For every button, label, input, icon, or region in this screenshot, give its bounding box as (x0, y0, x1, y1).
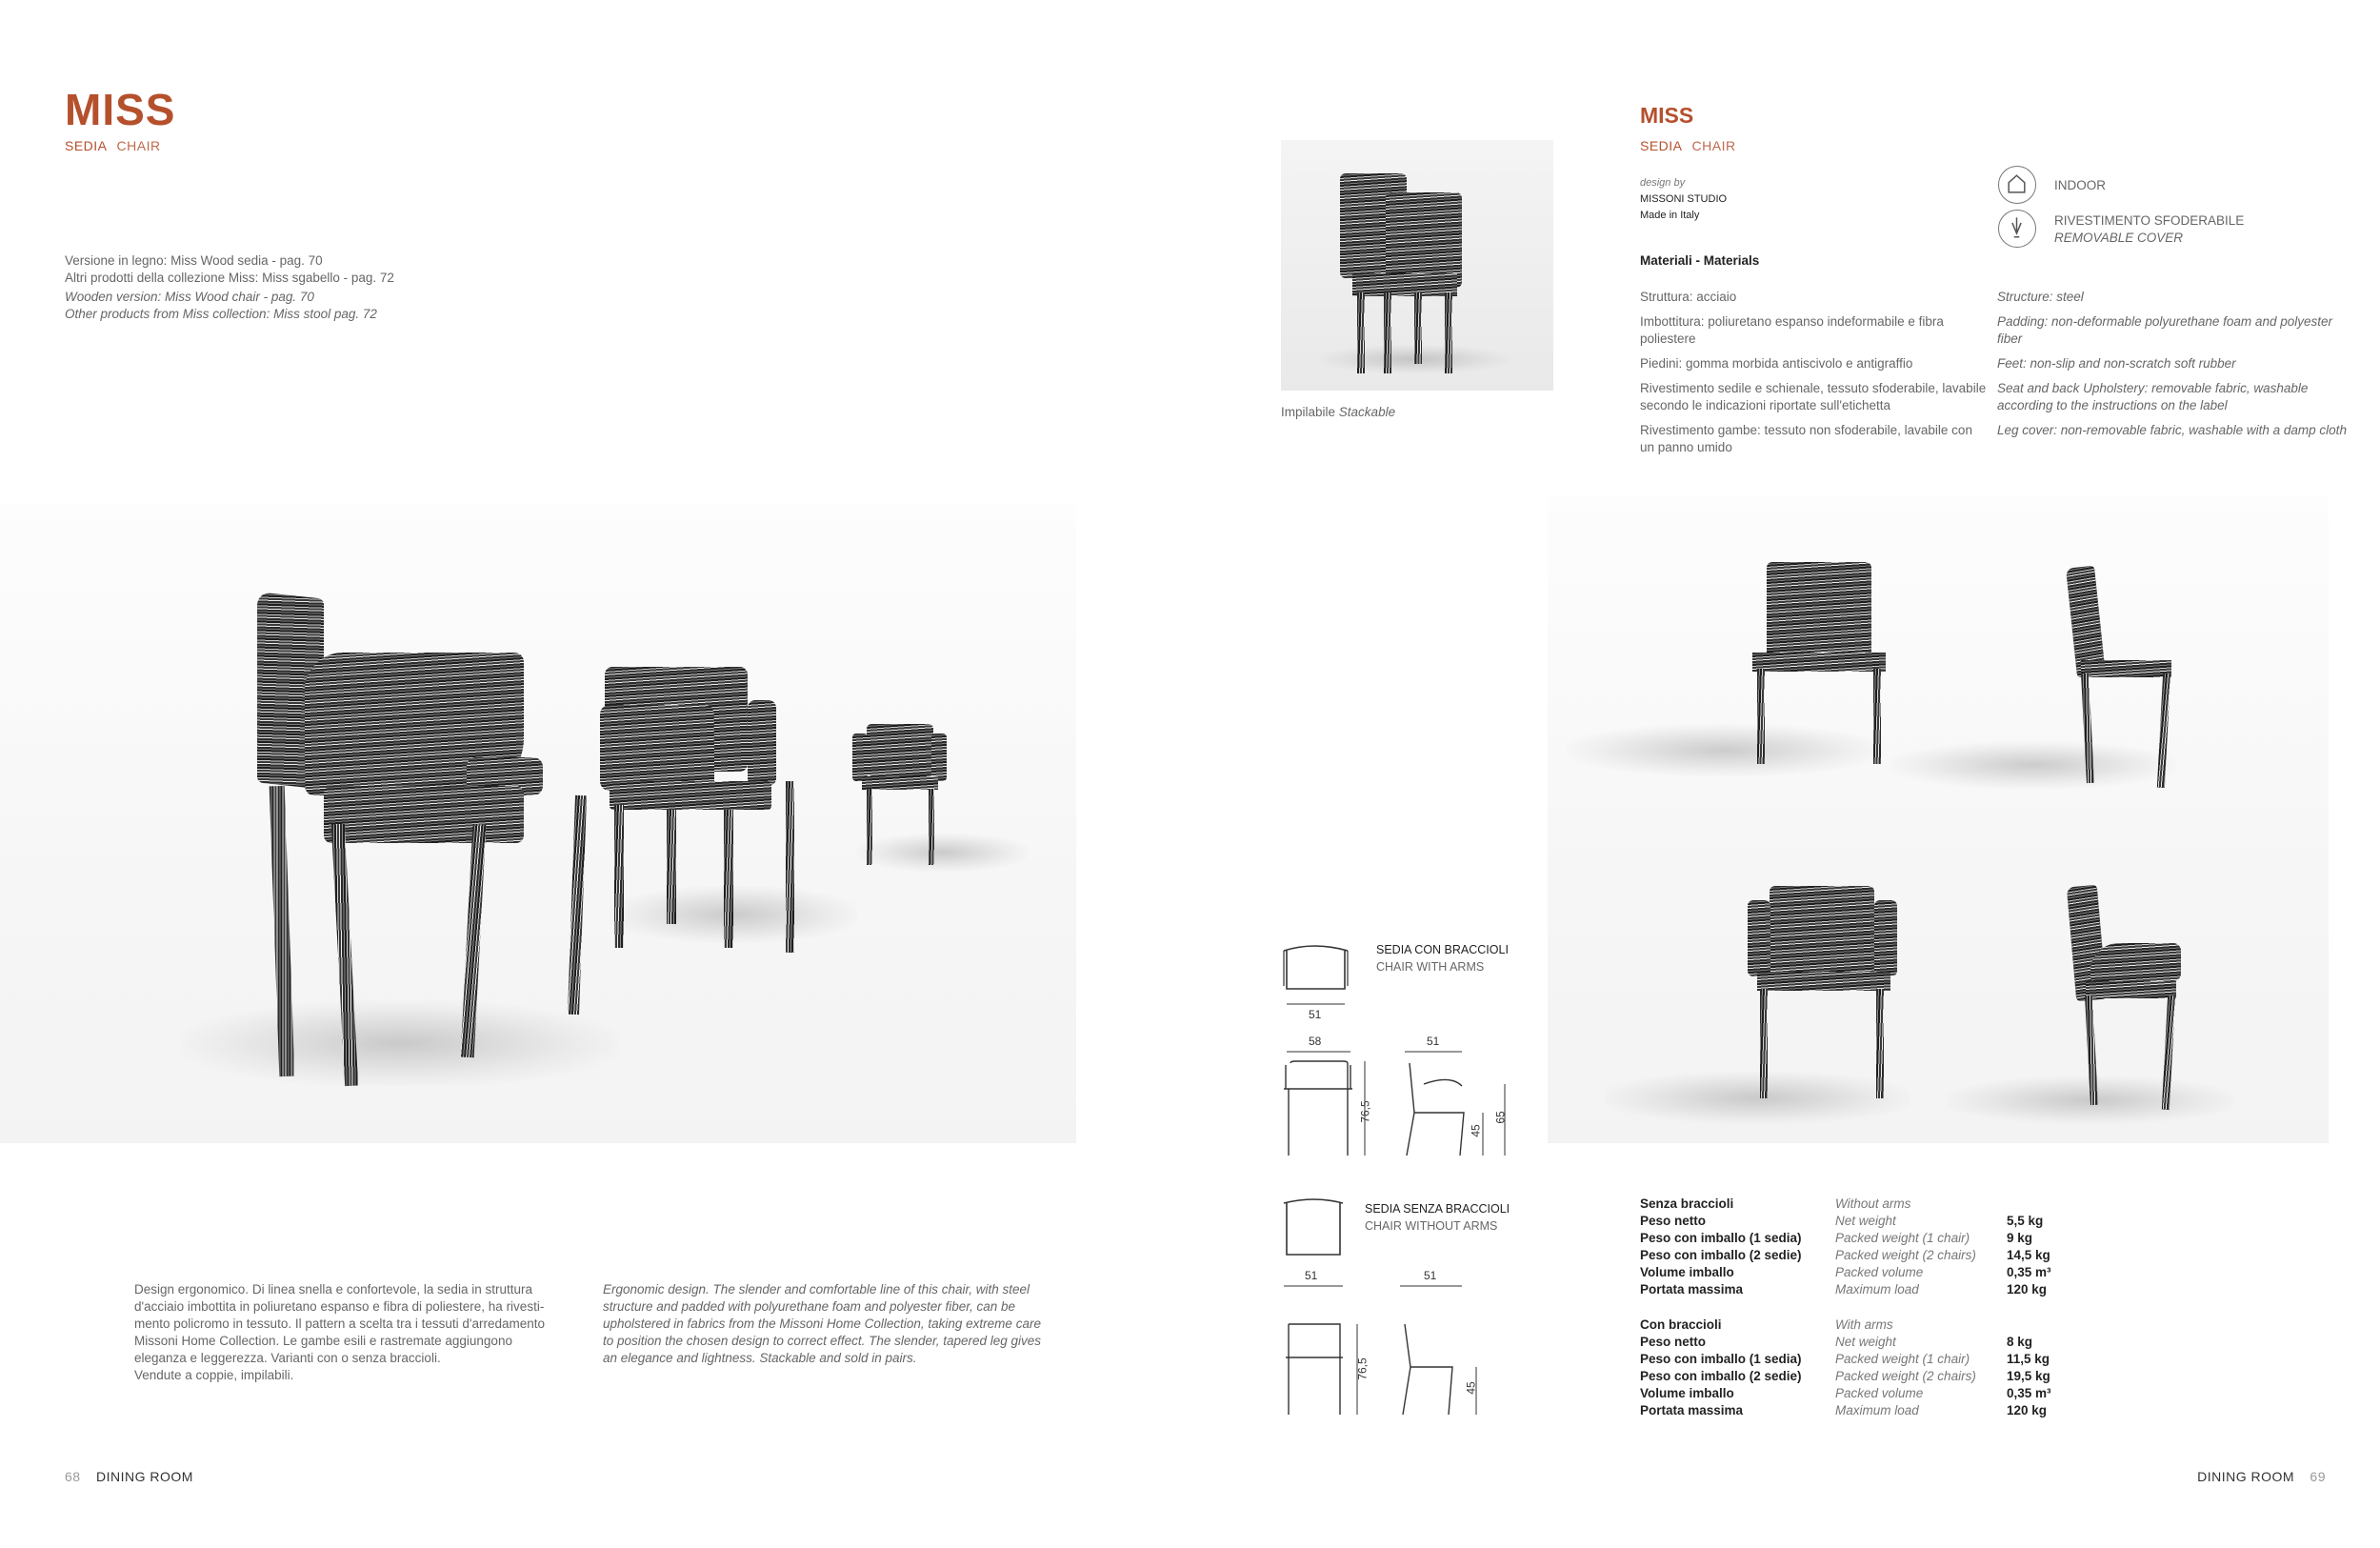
description-line: Vendute a coppie, impilabili. (134, 1368, 294, 1382)
page-title-left: MISS (65, 85, 176, 134)
section-label: DINING ROOM (95, 1469, 193, 1484)
spec-label-en: Net weight (1835, 1335, 1896, 1349)
description-line: to position the chosen design to correct effect. The slender, tapered leg gives (603, 1334, 1042, 1348)
material-en: Padding: non-deformable polyurethane foam and polyester fiber (1997, 314, 2332, 346)
chair-side-arms-image (2067, 886, 2181, 1115)
spec-row (1640, 1264, 2307, 1281)
spec-label: Peso netto (1640, 1214, 1707, 1228)
spec-label: Volume imballo (1640, 1265, 1734, 1279)
material-row (1640, 380, 2364, 414)
chair-leg (1445, 292, 1452, 373)
spec-row (1640, 1385, 2307, 1402)
chair-front-noarms-image (1752, 562, 1886, 772)
description-line: Ergonomic design. The slender and comfortable line of this chair, with steel (603, 1282, 1030, 1297)
page-number: 69 (2310, 1469, 2326, 1484)
description-line: Design ergonomico. Di linea snella e confortevole, la sedia in struttura (134, 1282, 532, 1297)
spec-label-en: Maximum load (1835, 1403, 1919, 1417)
chair-leg (1357, 292, 1365, 373)
material-en: Structure: steel (1997, 290, 2084, 304)
subtitle-en: CHAIR (1691, 138, 1736, 153)
designer-block (1640, 175, 1727, 224)
subtitle-right (1640, 138, 1736, 153)
spec-row (1640, 1281, 2307, 1298)
spec-value: 0,35 m³ (2007, 1386, 2051, 1400)
spec-label: Peso netto (1640, 1335, 1707, 1349)
spec-row (1640, 1230, 2307, 1247)
house-icon (1998, 166, 2036, 204)
material-en: Seat and back Upholstery: removable fabric, washable according to the instructions on the label (1997, 381, 2309, 412)
spec-label: Peso con imballo (2 sedie) (1640, 1369, 1802, 1383)
variant-label-it: SEDIA SENZA BRACCIOLI (1365, 1202, 1510, 1216)
page-number: 68 (65, 1469, 81, 1484)
chair-leg (1414, 292, 1422, 364)
spec-label-en: Packed weight (2 chairs) (1835, 1248, 1976, 1262)
spec-value: 9 kg (2007, 1231, 2033, 1245)
spec-row (1640, 1402, 2307, 1419)
spec-row (1640, 1196, 2307, 1213)
material-it: Struttura: acciaio (1640, 290, 1737, 304)
spec-label-en: Packed volume (1835, 1265, 1924, 1279)
reference-line-en: Other products from Miss collection: Miss stool pag. 72 (65, 307, 377, 321)
reference-notes (65, 252, 636, 323)
design-by-label: design by (1640, 177, 1686, 189)
subtitle-en: CHAIR (116, 138, 161, 153)
dim-top-width: 51 (1305, 1269, 1318, 1282)
reference-line: Altri prodotti della collezione Miss: Miss sgabello - pag. 72 (65, 271, 394, 285)
subtitle-it: SEDIA (65, 138, 108, 153)
spec-label-en: Packed weight (2 chairs) (1835, 1369, 1976, 1383)
chair-side-noarms-image (2067, 567, 2171, 795)
material-en: Leg cover: non-removable fabric, washable with a damp cloth (1997, 423, 2347, 437)
stacked-chair-seat (1352, 273, 1457, 296)
designer-name: MISSONI STUDIO (1640, 193, 1728, 205)
spec-label: Volume imballo (1640, 1386, 1734, 1400)
spec-row (1640, 1351, 2307, 1368)
subtitle-it: SEDIA (1640, 138, 1683, 153)
spec-value: 120 kg (2007, 1282, 2048, 1297)
material-row (1640, 289, 2364, 306)
description-line: d'acciaio imbottita in poliuretano espanso e fibra di poliestere, ha rivesti- (134, 1299, 545, 1314)
icon-label-it: RIVESTIMENTO SFODERABILE (2054, 213, 2245, 228)
spec-label: Peso con imballo (1 sedia) (1640, 1352, 1802, 1366)
spec-label: Con braccioli (1640, 1317, 1722, 1332)
removable-cover-icon (1998, 210, 2036, 248)
spec-row (1640, 1368, 2307, 1385)
spec-row (1640, 1317, 2307, 1334)
spec-label-en: Maximum load (1835, 1282, 1919, 1297)
spec-label-en: Packed weight (1 chair) (1835, 1231, 1970, 1245)
spec-value: 19,5 kg (2007, 1369, 2050, 1383)
variant-label-en: CHAIR WITHOUT ARMS (1365, 1219, 1498, 1233)
material-it: Piedini: gomma morbida antiscivolo e antigraffio (1640, 356, 1913, 371)
material-it: Rivestimento gambe: tessuto non sfoderabile, lavabile con un panno umido (1640, 423, 1972, 454)
spec-row (1640, 1334, 2307, 1351)
spec-label-en: With arms (1835, 1317, 1893, 1332)
reference-line: Versione in legno: Miss Wood sedia - pag. 70 (65, 253, 323, 268)
variant-label-it: SEDIA CON BRACCIOLI (1376, 943, 1509, 956)
spec-row (1640, 1213, 2307, 1230)
spec-value: 5,5 kg (2007, 1214, 2044, 1228)
spec-value: 0,35 m³ (2007, 1265, 2051, 1279)
material-en: Feet: non-slip and non-scratch soft rubber (1997, 356, 2236, 371)
chair-leg (1384, 292, 1391, 373)
variant-noarms-label (1365, 1200, 1510, 1235)
material-it: Imbottitura: poliuretano espanso indeformabile e fibra poliestere (1640, 314, 1944, 346)
stackable-photo (1281, 140, 1553, 391)
description-it (134, 1281, 582, 1384)
spec-label-en: Net weight (1835, 1214, 1896, 1228)
spec-label-en: Without arms (1835, 1196, 1911, 1211)
material-row (1640, 355, 2364, 372)
spec-value: 8 kg (2007, 1335, 2033, 1349)
variant-arms-label (1376, 941, 1509, 975)
stackable-caption (1281, 404, 1395, 421)
spec-label: Portata massima (1640, 1282, 1744, 1297)
materials-table (1640, 289, 2364, 464)
dim-seat-height: 45 (1464, 1381, 1478, 1395)
spec-label: Peso con imballo (2 sedie) (1640, 1248, 1802, 1262)
dim-side-depth: 51 (1427, 1035, 1440, 1048)
spec-value: 14,5 kg (2007, 1248, 2050, 1262)
chair-front-arms-image (1743, 886, 1900, 1105)
spec-label: Senza braccioli (1640, 1196, 1734, 1211)
dim-height: 76,5 (1358, 1100, 1372, 1123)
material-row (1640, 313, 2364, 348)
spec-label: Portata massima (1640, 1403, 1744, 1417)
material-row (1640, 422, 2364, 456)
description-line: mento policromo in tessuto. Il pattern a scelta tra i tessuti d'arredamento (134, 1317, 546, 1331)
product-photos (1548, 495, 2329, 1143)
caption-it: Impilabile (1281, 405, 1336, 419)
dim-front-width: 58 (1309, 1035, 1322, 1048)
spec-label-en: Packed weight (1 chair) (1835, 1352, 1970, 1366)
spec-table-with-arms (1640, 1317, 2307, 1419)
variant-label-en: CHAIR WITH ARMS (1376, 960, 1485, 974)
chair-medium-image (590, 667, 810, 972)
dim-arm-height: 65 (1493, 1111, 1508, 1124)
footer-right (2197, 1469, 2326, 1484)
section-label: DINING ROOM (2197, 1469, 2295, 1484)
icon-label-en: REMOVABLE COVER (2054, 231, 2184, 245)
description-line: eleganza e leggerezza. Varianti con o senza braccioli. (134, 1351, 441, 1365)
chair-large-image (248, 595, 590, 1091)
dim-seat-height: 45 (1469, 1124, 1483, 1137)
spec-table-without-arms (1640, 1196, 2307, 1298)
materials-heading: Materiali - Materials (1640, 253, 1760, 268)
spec-label-en: Packed volume (1835, 1386, 1924, 1400)
material-it: Rivestimento sedile e schienale, tessuto sfoderabile, lavabile secondo le indicazioni riportate sull'etichetta (1640, 381, 1987, 412)
spec-value: 120 kg (2007, 1403, 2048, 1417)
made-in: Made in Italy (1640, 210, 1700, 221)
icon-label-indoor: INDOOR (2054, 178, 2106, 192)
reference-line-en: Wooden version: Miss Wood chair - pag. 70 (65, 290, 314, 304)
description-line: Missoni Home Collection. Le gambe esili e rastremate aggiungono (134, 1334, 512, 1348)
description-en (603, 1281, 1060, 1367)
description-line: an elegance and lightness. Stackable and sold in pairs. (603, 1351, 917, 1365)
caption-en: Stackable (1338, 405, 1396, 419)
description-line: structure and padded with polyurethane foam and polyester fiber, can be (603, 1299, 1016, 1314)
dim-height: 76,5 (1355, 1357, 1370, 1380)
subtitle-left (65, 138, 161, 153)
spec-row (1640, 1247, 2307, 1264)
description-line: upholstered in fabrics from the Missoni Home Collection, taking extreme care (603, 1317, 1041, 1331)
footer-left (65, 1469, 193, 1484)
spec-value: 11,5 kg (2007, 1352, 2050, 1366)
dim-top-width: 51 (1309, 1008, 1322, 1021)
spec-label: Peso con imballo (1 sedia) (1640, 1231, 1802, 1245)
icon-label-cover (2054, 212, 2244, 247)
page-title-right: MISS (1640, 103, 1694, 128)
hero-photo (0, 505, 1076, 1143)
chair-small-image (848, 724, 952, 867)
dim-side-depth: 51 (1424, 1269, 1437, 1282)
